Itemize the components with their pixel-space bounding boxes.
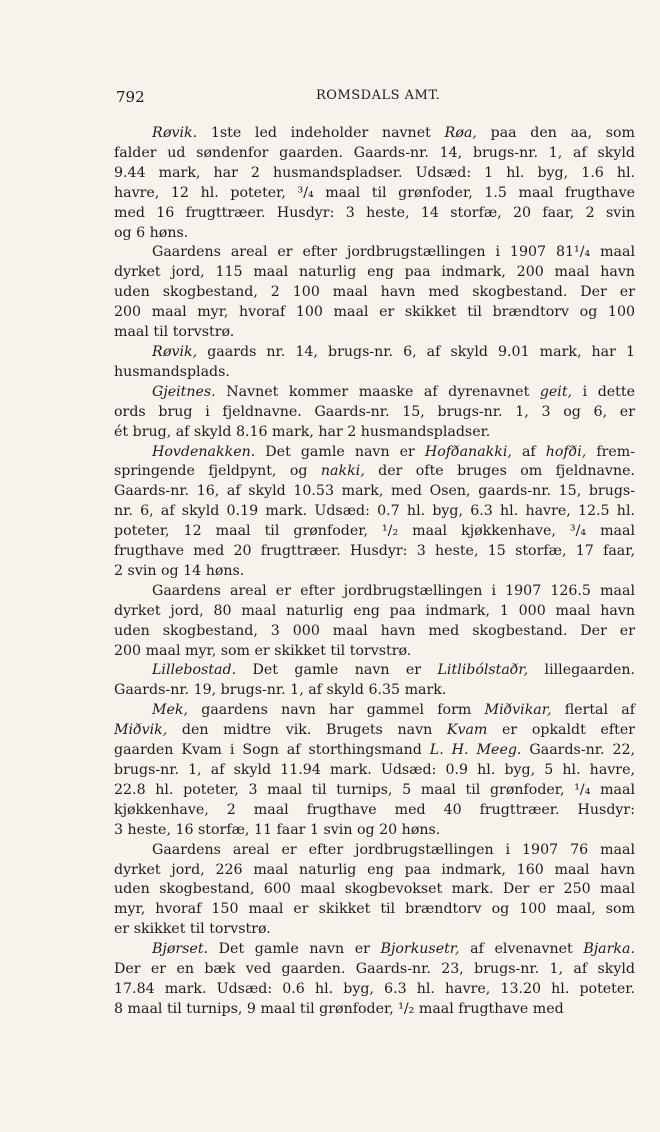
text-line <box>114 642 635 662</box>
paragraph <box>114 661 635 701</box>
text-run: af <box>511 443 546 460</box>
italic-term: Røvik, <box>152 343 198 360</box>
text-line <box>114 423 635 443</box>
text-run: Gaardens areal er efter jordbrugstællingen i 1907 126.5 maal <box>152 582 635 599</box>
text-line <box>114 562 635 582</box>
text-run: 3 heste, 16 storfæ, 11 faar 1 svin og 20 høns. <box>114 821 441 838</box>
text-run: Gaardens areal er efter jordbrugstællingen i 1907 76 maal <box>152 841 635 858</box>
text-line <box>114 622 635 642</box>
text-line <box>114 602 635 622</box>
italic-term: Bjorkusetr, <box>380 941 460 958</box>
italic-term: Hovdenakken. <box>152 443 256 460</box>
italic-term: Kvam <box>446 722 488 739</box>
text-line <box>114 960 635 980</box>
text-run: springende fjeldpynt, og <box>114 463 321 480</box>
text-run: er skikket til torvstrø. <box>114 921 271 938</box>
text-line <box>114 582 635 602</box>
text-run: frem- <box>586 443 636 460</box>
text-line <box>114 164 635 184</box>
text-line <box>114 283 635 303</box>
text-run: 1ste led indeholder navnet <box>197 125 445 141</box>
text-line <box>114 880 635 900</box>
text-line <box>114 224 635 244</box>
text-run: poteter, 12 maal til grønfoder, ¹/₂ maal kjøkkenhave, ³/₄ maal <box>114 523 635 540</box>
italic-term: Bjarka. <box>583 941 635 958</box>
text-line <box>114 502 635 522</box>
text-run: havre, 12 hl. poteter, ³/₄ maal til grønfoder, 1.5 maal frugthave <box>114 184 635 201</box>
text-run: Det gamle navn er <box>236 662 438 679</box>
text-line <box>114 701 635 721</box>
text-run: Der er en bæk ved gaarden. Gaards-nr. 23, brugs-nr. 1, af skyld <box>114 961 635 978</box>
text-line <box>114 542 635 562</box>
text-run: 17.84 mark. Udsæd: 0.6 hl. byg, 6.3 hl. havre, 13.20 hl. poteter. <box>114 980 635 997</box>
paragraph <box>114 383 635 443</box>
text-line <box>114 303 635 323</box>
paragraph <box>114 343 635 383</box>
text-run: dyrket jord, 226 maal naturlig eng paa indmark, 160 maal havn <box>114 861 635 878</box>
text-run: 200 maal myr, hvoraf 100 maal er skikket til brændtorv og 100 <box>114 304 635 321</box>
italic-term: Litlibólstaðr, <box>437 662 529 679</box>
italic-term: Hofðanakki, <box>424 443 512 460</box>
body-text <box>114 124 635 1020</box>
text-line <box>114 363 635 383</box>
text-line <box>114 920 635 940</box>
text-run: der ofte bruges om fjeldnavne. <box>364 463 635 480</box>
text-run: den midtre vik. Brugets navn <box>167 722 447 739</box>
italic-term: hofði, <box>545 443 587 460</box>
italic-term: Gjeitnes. <box>152 383 216 400</box>
text-run: med 16 frugttræer. Husdyr: 3 heste, 14 storfæ, 20 faar, 2 svin <box>114 204 635 221</box>
paragraph <box>114 841 635 941</box>
text-run: dyrket jord, 115 maal naturlig eng paa indmark, 200 maal havn <box>114 264 635 281</box>
text-line <box>114 861 635 881</box>
text-run: uden skogbestand, 2 100 maal havn med skogbestand. Der er <box>114 284 635 301</box>
text-line <box>114 383 635 403</box>
text-line <box>114 900 635 920</box>
text-line <box>114 1000 635 1020</box>
italic-term: Lillebostad. <box>152 662 237 679</box>
text-line <box>114 940 635 960</box>
text-line <box>114 801 635 821</box>
paragraph <box>114 243 635 343</box>
text-line <box>114 841 635 861</box>
text-line <box>114 741 635 761</box>
text-run: gaardens navn har gammel form <box>188 702 485 719</box>
text-run: ords brug i fjeldnavne. Gaards-nr. 15, brugs-nr. 1, 3 og 6, er <box>114 403 635 420</box>
text-run: er opkaldt efter <box>487 722 635 739</box>
text-run: af elvenavnet <box>459 941 584 958</box>
italic-term: Røvik. <box>152 125 198 141</box>
text-run: lillegaarden. <box>528 662 635 679</box>
italic-term: Miðvik, <box>114 722 168 739</box>
running-head: ROMSDALS AMT. <box>316 88 441 103</box>
text-run: paa den aa, som <box>476 125 635 141</box>
text-run: Gaardens areal er efter jordbrugstællingen i 1907 81¹/₄ maal <box>152 244 635 261</box>
text-run: frugthave med 20 frugttræer. Husdyr: 3 heste, 15 storfæ, 17 faar, <box>114 543 635 560</box>
paragraph <box>114 701 635 840</box>
text-run: dyrket jord, 80 maal naturlig eng paa indmark, 1 000 maal havn <box>114 602 635 619</box>
text-run: gaards nr. 14, brugs-nr. 6, af skyld 9.01 mark, har 1 <box>197 343 635 360</box>
text-run: kjøkkenhave, 2 maal frugthave med 40 frugttræer. Husdyr: <box>114 801 635 818</box>
text-run: 200 maal myr, som er skikket til torvstrø. <box>114 642 412 659</box>
text-run: 2 svin og 14 høns. <box>114 562 245 579</box>
text-run: brugs-nr. 1, af skyld 11.94 mark. Udsæd: 0.9 hl. byg, 5 hl. havre, <box>114 762 635 778</box>
text-line <box>114 781 635 801</box>
text-line <box>114 343 635 363</box>
italic-term: Mek, <box>152 702 189 719</box>
text-run: Det gamle navn er <box>208 941 381 958</box>
page-header <box>116 88 636 110</box>
italic-term: Miðvikar, <box>484 702 552 719</box>
text-line <box>114 323 635 343</box>
text-run: myr, hvoraf 150 maal er skikket til brændtorv og 100 maal, som <box>114 901 635 918</box>
text-run: gaarden Kvam i Sogn af storthingsmand <box>114 742 430 759</box>
italic-term: nakki, <box>320 463 365 480</box>
text-run: og 6 høns. <box>114 224 189 241</box>
text-run: uden skogbestand, 600 maal skogbevokset mark. Der er 250 maal <box>114 881 635 898</box>
text-line <box>114 462 635 482</box>
italic-term: Røa, <box>444 125 477 141</box>
text-line <box>114 263 635 283</box>
text-run: uden skogbestand, 3 000 maal havn med skogbestand. Der er <box>114 622 635 639</box>
page-number: 792 <box>116 88 145 106</box>
text-run: Gaards-nr. 19, brugs-nr. 1, af skyld 6.35 mark. <box>114 682 447 699</box>
text-run: maal til torvstrø. <box>114 324 235 341</box>
paragraph <box>114 582 635 662</box>
text-line <box>114 980 635 1000</box>
text-run: flertal af <box>551 702 635 719</box>
text-line <box>114 184 635 204</box>
paragraph <box>114 124 635 243</box>
text-line <box>114 761 635 781</box>
text-run: nr. 6, af skyld 0.19 mark. Udsæd: 0.7 hl. byg, 6.3 hl. havre, 12.5 hl. <box>114 503 635 520</box>
text-run: Det gamle navn er <box>255 443 425 460</box>
text-line <box>114 661 635 681</box>
italic-term: geit, <box>539 383 573 400</box>
text-line <box>114 721 635 741</box>
text-line <box>114 403 635 423</box>
text-line <box>114 144 635 164</box>
text-run: falder ud søndenfor gaarden. Gaards-nr. 14, brugs-nr. 1, af skyld <box>114 144 635 161</box>
text-line <box>114 522 635 542</box>
text-run: 9.44 mark, har 2 husmandspladser. Udsæd: 1 hl. byg, 1.6 hl. <box>114 164 635 181</box>
text-line <box>114 204 635 224</box>
paragraph <box>114 443 635 582</box>
paragraph <box>114 940 635 1020</box>
text-run: Gaards-nr. 22, <box>521 742 636 759</box>
italic-term: L. H. Meeg. <box>429 742 522 759</box>
text-run: Navnet kommer maaske af dyrenavnet <box>215 383 540 400</box>
text-line <box>114 243 635 263</box>
text-line <box>114 443 635 463</box>
text-run: i dette <box>572 383 635 400</box>
text-run: Gaards-nr. 16, af skyld 10.53 mark, med Osen, gaards-nr. 15, brugs- <box>114 483 635 500</box>
text-line <box>114 482 635 502</box>
text-run: ét brug, af skyld 8.16 mark, har 2 husmandspladser. <box>114 423 491 440</box>
text-run: 22.8 hl. poteter, 3 maal til turnips, 5 maal til grønfoder, ¹/₄ maal <box>114 781 635 798</box>
text-line <box>114 124 635 144</box>
text-run: husmandsplads. <box>114 363 230 380</box>
text-line <box>114 821 635 841</box>
text-run: 8 maal til turnips, 9 maal til grønfoder, ¹/₂ maal frugthave med <box>114 1000 564 1017</box>
text-line <box>114 681 635 701</box>
italic-term: Bjørset. <box>152 941 209 958</box>
